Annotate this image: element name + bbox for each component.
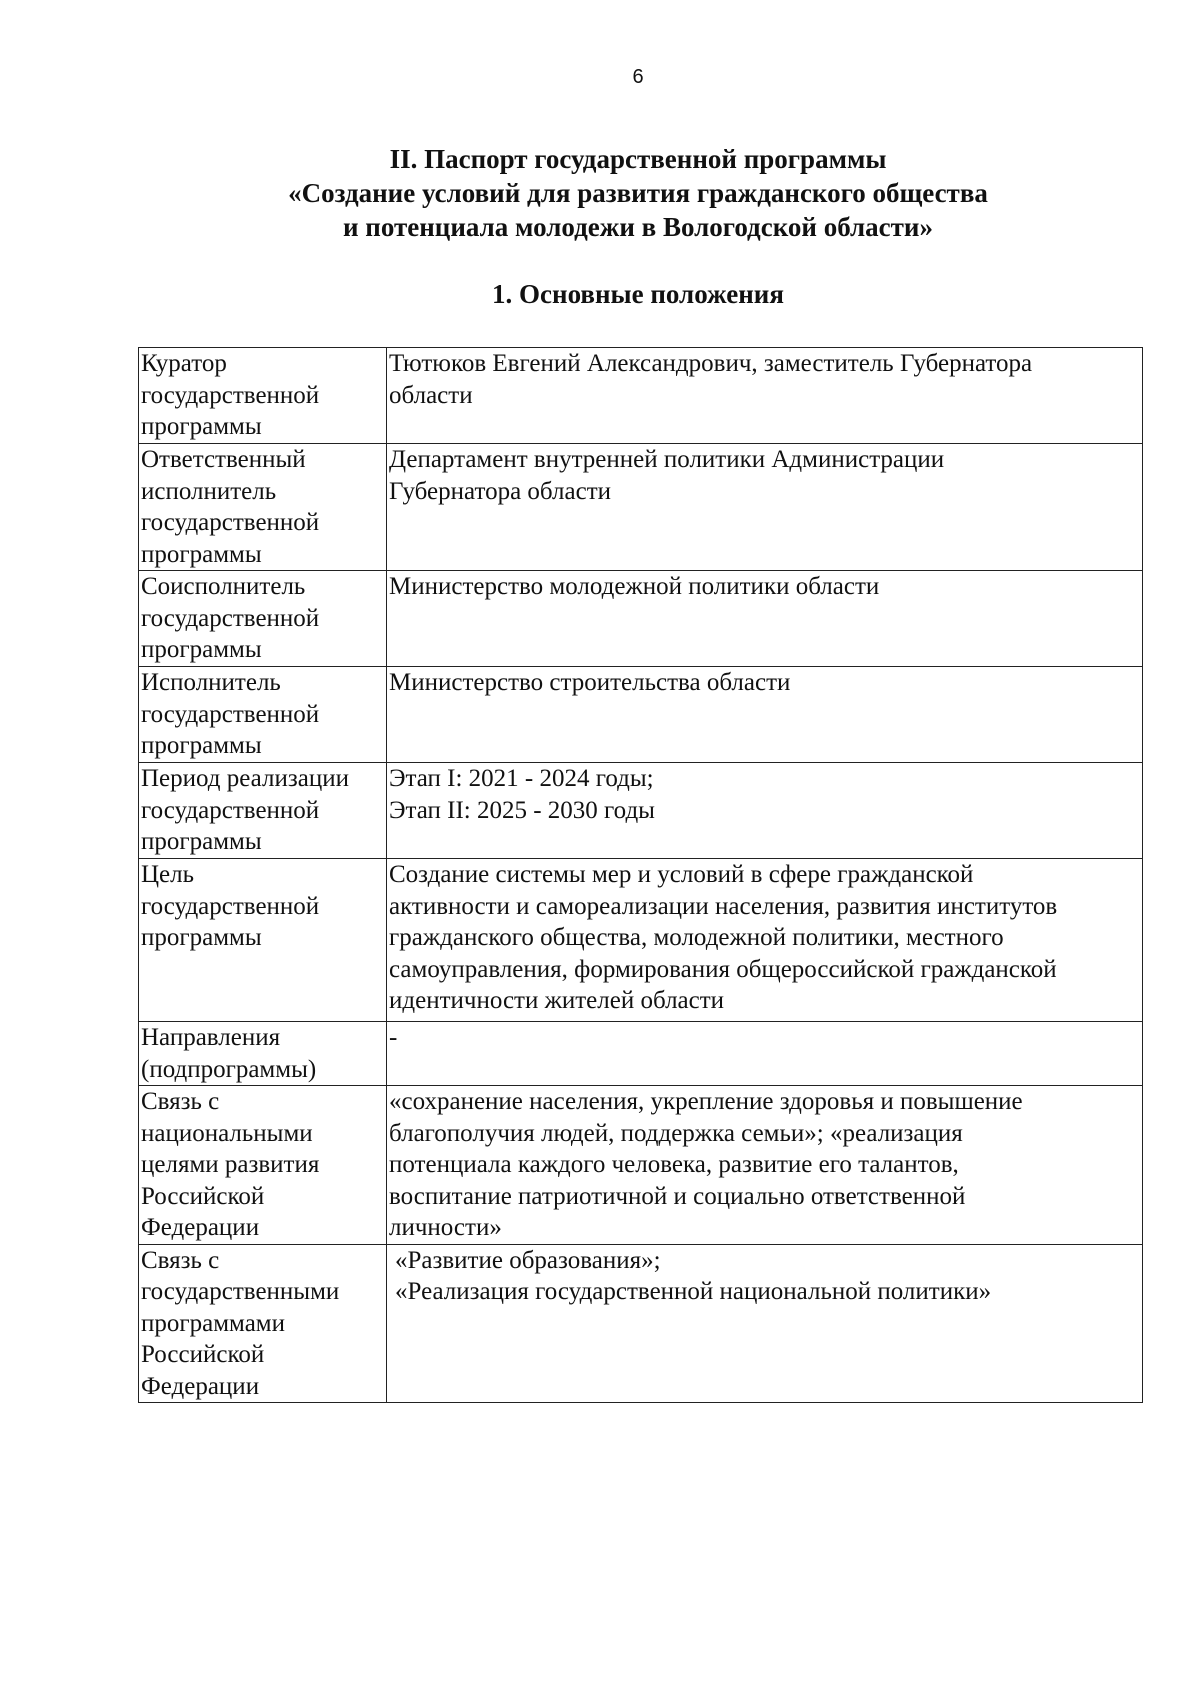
value-line: Этап I: 2021 - 2024 годы; [389, 765, 654, 792]
value-line: активности и самореализации населения, развития институтов [389, 892, 1058, 920]
label-line: программы [141, 924, 262, 951]
document-title-line-2: «Создание условий для развития гражданского общества [288, 178, 988, 208]
label-line: Ответственный [141, 446, 306, 473]
label-line: государственными [141, 1278, 340, 1305]
value-line: Министерство строительства области [389, 669, 791, 696]
row-label-goal [139, 859, 387, 1022]
label-line: Федерации [141, 1214, 260, 1241]
label-line: программами [141, 1309, 285, 1337]
table-row-period [139, 763, 1143, 859]
label-line: Федерации [141, 1372, 260, 1400]
label-line: Российской [141, 1182, 265, 1210]
table-row-goal [139, 859, 1143, 1022]
label-line: национальными [141, 1119, 313, 1147]
value-line: воспитание патриотичной и социально ответственной [389, 1182, 966, 1210]
table-row-executor [139, 667, 1143, 763]
label-line: Направления [141, 1024, 281, 1051]
label-line: Связь с [141, 1088, 220, 1115]
row-value-co-executor [387, 571, 1143, 667]
section-title: 1. Основные положения [492, 279, 784, 309]
label-line: программы [141, 540, 262, 568]
row-value-national-goals [387, 1086, 1143, 1245]
value-line: - [389, 1024, 398, 1051]
row-label-co-executor [139, 571, 387, 667]
label-line: программы [141, 413, 262, 440]
table-row-co-executor [139, 571, 1143, 667]
row-value-curator [387, 348, 1143, 444]
row-label-executor [139, 667, 387, 763]
row-label-curator [139, 348, 387, 444]
label-line: Соисполнитель [141, 573, 306, 600]
label-line: Период реализации [141, 765, 349, 792]
value-line: Этап II: 2025 - 2030 годы [389, 796, 655, 824]
row-label-period [139, 763, 387, 859]
value-line: «Реализация государственной национальной политики» [395, 1278, 992, 1305]
row-value-period [387, 763, 1143, 859]
table-row-responsible-executor [139, 444, 1143, 571]
row-value-directions [387, 1022, 1143, 1086]
page-number: 6 [632, 66, 644, 88]
row-value-state-programs [387, 1244, 1143, 1403]
value-line: личности» [389, 1214, 502, 1241]
label-line: Российской [141, 1341, 265, 1368]
value-line: Губернатора области [389, 477, 611, 505]
value-line: Тютюков Евгений Александрович, заместитель Губернатора [389, 350, 1033, 377]
value-line: гражданского общества, молодежной политики, местного [389, 924, 1004, 951]
value-line: области [389, 381, 473, 409]
value-line: идентичности жителей области [389, 987, 725, 1014]
table-row-curator [139, 348, 1143, 444]
label-line: исполнитель [141, 477, 277, 505]
label-line: государственной [141, 700, 320, 728]
label-line: государственной [141, 381, 320, 409]
document-title [0, 142, 1200, 244]
table-row-directions [139, 1022, 1143, 1086]
label-line: Связь с [141, 1246, 220, 1274]
label-line: государственной [141, 892, 320, 920]
table-row-national-goals [139, 1086, 1143, 1245]
document-title-line-1: II. Паспорт государственной программы [389, 144, 887, 174]
label-line: государственной [141, 604, 320, 632]
label-line: (подпрограммы) [141, 1055, 317, 1083]
row-label-national-goals [139, 1086, 387, 1245]
value-line: Создание системы мер и условий в сфере гражданской [389, 861, 974, 888]
value-line: «сохранение населения, укрепление здоровья и повышение [389, 1088, 1023, 1115]
label-line: государственной [141, 509, 320, 536]
value-line: благополучия людей, поддержка семьи»; «реализация [389, 1119, 963, 1147]
value-line: Департамент внутренней политики Администрации [389, 446, 945, 473]
row-value-goal [387, 859, 1143, 1022]
label-line: целями развития [141, 1151, 320, 1178]
row-value-responsible-executor [387, 444, 1143, 571]
program-passport-table [138, 347, 1143, 1403]
label-line: Исполнитель [141, 669, 281, 696]
label-line: программы [141, 636, 262, 663]
value-line: самоуправления, формирования общероссийской гражданской [389, 955, 1057, 983]
value-line: потенциала каждого человека, развитие его талантов, [389, 1151, 959, 1178]
value-line: Министерство молодежной политики области [389, 573, 880, 600]
table-row-state-programs [139, 1244, 1143, 1403]
row-label-directions [139, 1022, 387, 1086]
value-line: «Развитие образования»; [395, 1246, 661, 1274]
row-value-executor [387, 667, 1143, 763]
label-line: программы [141, 828, 262, 855]
document-title-line-3: и потенциала молодежи в Вологодской области» [342, 212, 933, 242]
label-line: Цель [141, 861, 195, 888]
row-label-state-programs [139, 1244, 387, 1403]
row-label-responsible-executor [139, 444, 387, 571]
label-line: программы [141, 732, 262, 759]
label-line: Куратор [141, 350, 227, 377]
label-line: государственной [141, 796, 320, 824]
